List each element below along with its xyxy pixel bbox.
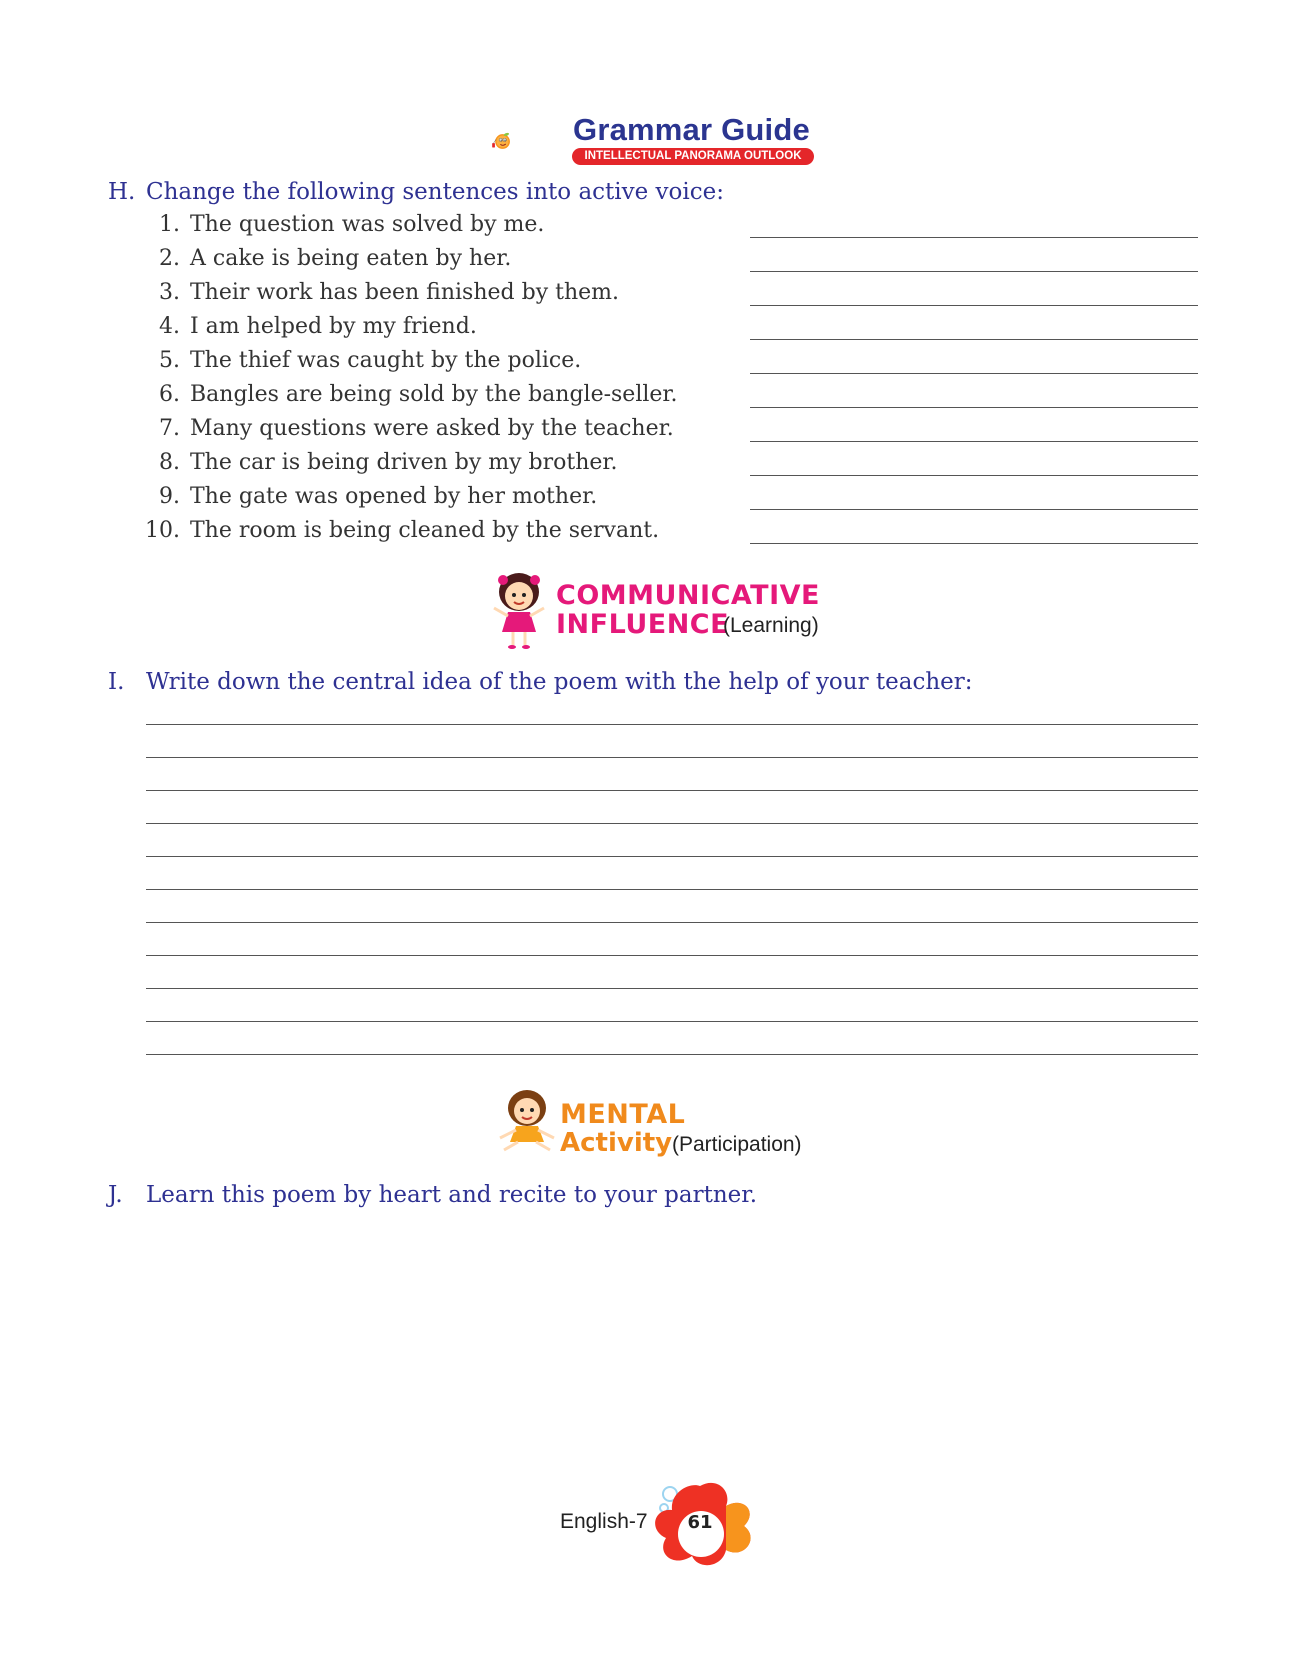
item-number: 1.: [159, 212, 180, 237]
influence-title: INFLUENCE: [556, 609, 730, 640]
item-text: The thief was caught by the police.: [190, 348, 582, 373]
answer-line[interactable]: [750, 373, 1198, 374]
section-j-heading: [108, 1182, 757, 1208]
page-number: 61: [687, 1512, 713, 1533]
section-instruction: Write down the central idea of the poem with the help of your teacher:: [146, 669, 973, 695]
writing-line[interactable]: [146, 889, 1198, 890]
section-letter: J.: [108, 1182, 123, 1208]
item-number: 2.: [159, 246, 180, 271]
list-item: [132, 348, 581, 373]
item-text: The car is being driven by my brother.: [190, 450, 618, 475]
writing-line[interactable]: [146, 1021, 1198, 1022]
item-number: 7.: [159, 416, 180, 441]
item-number: 5.: [159, 348, 180, 373]
item-text: I am helped by my friend.: [190, 314, 477, 339]
answer-line[interactable]: [750, 305, 1198, 306]
list-item: [132, 280, 619, 305]
learning-subtitle: (Learning): [723, 614, 819, 637]
answer-line[interactable]: [750, 237, 1198, 238]
mental-title: MENTAL: [560, 1099, 686, 1130]
item-number: 9.: [159, 484, 180, 509]
list-item: [132, 314, 477, 339]
writing-line[interactable]: [146, 757, 1198, 758]
writing-line[interactable]: [146, 724, 1198, 725]
item-number: 3.: [159, 280, 180, 305]
writing-line[interactable]: [146, 790, 1198, 791]
writing-line[interactable]: [146, 988, 1198, 989]
answer-line[interactable]: [750, 509, 1198, 510]
answer-line[interactable]: [750, 543, 1198, 544]
list-item: [132, 518, 659, 543]
answer-line[interactable]: [750, 441, 1198, 442]
answer-line[interactable]: [750, 407, 1198, 408]
item-number: 4.: [159, 314, 180, 339]
item-text: The question was solved by me.: [190, 212, 545, 237]
list-item: [132, 450, 618, 475]
answer-line[interactable]: [750, 339, 1198, 340]
item-text: Many questions were asked by the teacher.: [190, 416, 674, 441]
item-text: A cake is being eaten by her.: [190, 246, 512, 271]
item-text: The room is being cleaned by the servant.: [190, 518, 660, 543]
list-item: [132, 246, 511, 271]
list-item: [132, 416, 674, 441]
list-item: [132, 382, 678, 407]
child-mascot-icon: [494, 1086, 560, 1154]
section-letter: I.: [108, 669, 125, 695]
item-text: Bangles are being sold by the bangle-seller.: [190, 382, 678, 407]
list-item: [132, 212, 544, 237]
item-number: 6.: [159, 382, 180, 407]
section-letter: H.: [108, 179, 136, 205]
participation-subtitle: (Participation): [672, 1133, 802, 1156]
writing-line[interactable]: [146, 1054, 1198, 1055]
grammar-guide-logo: [490, 106, 580, 176]
item-text: Their work has been finished by them.: [190, 280, 619, 305]
answer-line[interactable]: [750, 475, 1198, 476]
item-number: 8.: [159, 450, 180, 475]
section-h-heading: [108, 179, 724, 205]
activity-title: Activity: [560, 1128, 673, 1158]
item-text: The gate was opened by her mother.: [190, 484, 598, 509]
girl-mascot-icon: [488, 570, 550, 650]
grammar-guide-tagline: INTELLECTUAL PANORAMA OUTLOOK: [572, 148, 814, 165]
list-item: [132, 484, 597, 509]
writing-line[interactable]: [146, 856, 1198, 857]
writing-line[interactable]: [146, 922, 1198, 923]
book-label: English-7: [560, 1510, 648, 1533]
item-number: 10.: [145, 518, 180, 543]
writing-line[interactable]: [146, 955, 1198, 956]
grammar-guide-title: Grammar Guide: [573, 112, 810, 147]
section-i-heading: [108, 669, 973, 695]
writing-line[interactable]: [146, 823, 1198, 824]
section-instruction: Change the following sentences into active voice:: [146, 179, 724, 205]
communicative-title: COMMUNICATIVE: [556, 580, 820, 611]
answer-line[interactable]: [750, 271, 1198, 272]
section-instruction: Learn this poem by heart and recite to your partner.: [146, 1182, 758, 1208]
